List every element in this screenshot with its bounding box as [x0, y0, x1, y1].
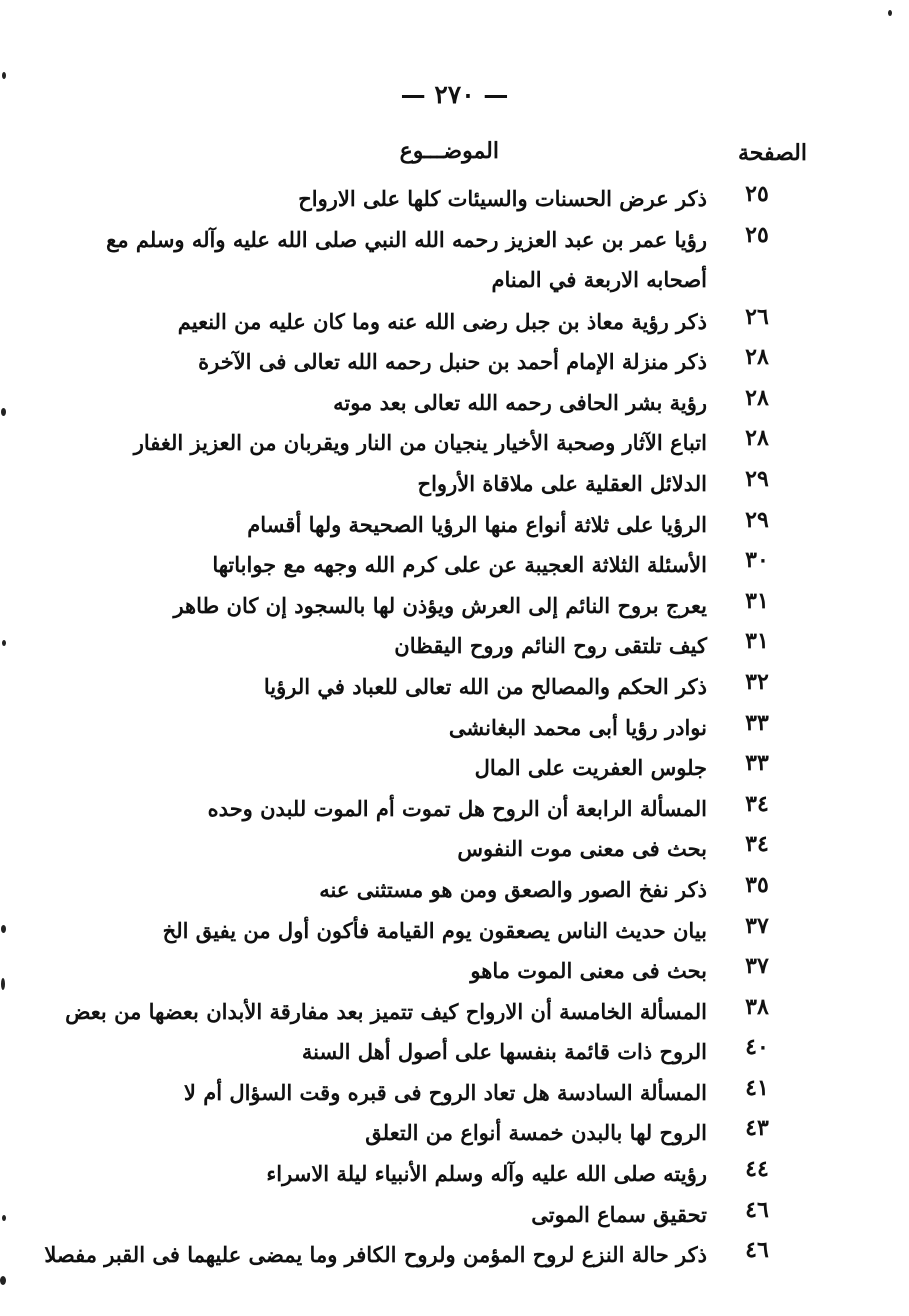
- entry-page-number: ٤٠: [745, 1034, 769, 1061]
- entry-page-number: ٤١: [745, 1074, 769, 1101]
- entry-page-number: ٣٣: [745, 750, 769, 777]
- toc-entry: [0, 665, 909, 706]
- toc-entry: [0, 1111, 909, 1152]
- toc-entry: [0, 949, 909, 990]
- entry-page-number: ٣٤: [745, 831, 769, 858]
- entry-page-number: ٢٦: [745, 303, 769, 330]
- page-column-heading: الصفحة: [737, 140, 807, 166]
- entry-title: الروح ذات قائمة بنفسها على أصول أهل السنة: [301, 1039, 707, 1065]
- entry-title: يعرج بروح النائم إلى العرش ويؤذن لها بالسجود إن كان طاهر: [173, 592, 707, 618]
- toc-entry: [0, 746, 909, 787]
- entry-title: ذكر الحكم والمصالح من الله تعالى للعباد في الرؤيا: [263, 673, 707, 699]
- page-number: — ٢٧٠ —: [400, 80, 509, 109]
- entry-title: المسألة الخامسة أن الارواح كيف تتميز بعد مفارقة الأبدان بعضها من بعض: [65, 998, 707, 1024]
- toc-entry: [0, 300, 909, 341]
- toc-entry: [0, 1152, 909, 1193]
- entry-title: رؤيته صلى الله عليه وآله وسلم الأنبياء ليلة الاسراء: [266, 1161, 707, 1187]
- entry-title: كيف تلتقى روح النائم وروح اليقظان: [394, 633, 707, 659]
- toc-entry: [0, 1030, 909, 1071]
- entry-title: جلوس العفريت على المال: [474, 755, 707, 781]
- toc-entry: [0, 990, 909, 1031]
- entry-page-number: ٣٧: [745, 953, 769, 980]
- entry-page-number: ٣٥: [745, 871, 769, 898]
- entry-page-number: ٢٥: [745, 181, 769, 207]
- entry-title: المسألة السادسة هل تعاد الروح فى قبره وقت السؤال أم لا: [183, 1079, 707, 1105]
- toc-entry: [0, 177, 909, 218]
- entry-title: تحقيق سماع الموتى: [531, 1201, 707, 1227]
- scan-speck: [2, 72, 6, 79]
- entry-page-number: ٣٠: [745, 547, 769, 574]
- toc-entry: [0, 584, 909, 625]
- entry-page-number: ٢٨: [745, 344, 769, 371]
- table-of-contents: [0, 177, 909, 1274]
- entry-page-number: ٣١: [745, 587, 769, 614]
- entry-title: الدلائل العقلية على ملاقاة الأرواح: [417, 470, 707, 496]
- entry-title: ذكر نفخ الصور والصعق ومن هو مستثنى عنه: [319, 876, 707, 902]
- scan-speck: [1, 925, 6, 933]
- toc-entry: [0, 421, 909, 462]
- toc-entry: [0, 340, 909, 381]
- entry-page-number: ٢٩: [745, 506, 769, 533]
- toc-entry: [0, 1071, 909, 1112]
- scan-speck: [2, 640, 6, 646]
- scan-speck: [0, 1276, 6, 1285]
- entry-title: ذكر حالة النزع لروح المؤمن ولروح الكافر وما يمضى عليهما فى القبر مفصلا: [44, 1242, 707, 1268]
- entry-page-number: ٢٩: [745, 465, 769, 492]
- entry-title: بيان حديث الناس يصعقون يوم القيامة فأكون أول من يفيق الخ: [162, 917, 707, 943]
- toc-entry: [0, 909, 909, 950]
- entry-page-number: ٢٥: [745, 221, 769, 248]
- entry-page-number: ٤٦: [745, 1237, 769, 1264]
- toc-header: [0, 140, 909, 174]
- entry-page-number: ٣٣: [745, 709, 769, 736]
- entry-title: الرؤيا على ثلاثة أنواع منها الرؤيا الصحيحة ولها أقسام: [247, 511, 707, 537]
- entry-page-number: ٤٣: [745, 1115, 769, 1142]
- toc-entry: [0, 827, 909, 868]
- entry-page-number: ٣٢: [745, 668, 769, 695]
- toc-entry: [0, 706, 909, 747]
- entry-title: المسألة الرابعة أن الروح هل تموت أم الموت للبدن وحده: [207, 795, 707, 821]
- toc-entry: [0, 624, 909, 665]
- entry-page-number: ٤٦: [745, 1196, 769, 1223]
- entry-title: رؤية بشر الحافى رحمه الله تعالى بعد موته: [333, 389, 707, 415]
- topic-column-heading: الموضـــوع: [399, 138, 499, 164]
- scan-speck: [1, 408, 6, 416]
- entry-title: ذكر منزلة الإمام أحمد بن حنبل رحمه الله تعالى فى الآخرة: [198, 349, 707, 375]
- entry-page-number: ٣١: [745, 628, 769, 655]
- entry-page-number: ٣٨: [745, 993, 769, 1020]
- entry-title: ذكر عرض الحسنات والسيئات كلها على الارواح: [298, 186, 707, 211]
- entry-page-number: ٣٤: [745, 790, 769, 817]
- scan-speck: [1, 978, 5, 990]
- toc-entry: [0, 218, 909, 300]
- toc-entry: [0, 503, 909, 544]
- entry-page-number: ٢٨: [745, 384, 769, 411]
- toc-entry: [0, 381, 909, 422]
- toc-entry: [0, 462, 909, 503]
- entry-page-number: ٤٤: [745, 1156, 769, 1183]
- toc-entry: [0, 1233, 909, 1274]
- toc-entry: [0, 868, 909, 909]
- toc-entry: [0, 1193, 909, 1234]
- toc-entry: [0, 787, 909, 828]
- entry-title: اتباع الآثار وصحبة الأخيار ينجيان من النار ويقربان من العزيز الغفار: [133, 430, 707, 456]
- entry-title: الروح لها بالبدن خمسة أنواع من التعلق: [365, 1120, 707, 1146]
- entry-title: بحث فى معنى الموت ماهو: [470, 958, 707, 984]
- entry-title: رؤيا عمر بن عبد العزيز رحمه الله النبي صلى الله عليه وآله وسلم مع أصحابه الاربعة في المنام: [106, 226, 707, 292]
- entry-page-number: ٢٨: [745, 425, 769, 452]
- entry-title: الأسئلة الثلاثة العجيبة عن على كرم الله وجهه مع جواباتها: [212, 552, 707, 578]
- scan-speck: [2, 1215, 6, 1221]
- entry-title: بحث فى معنى موت النفوس: [457, 836, 707, 862]
- scan-speck: [888, 10, 892, 16]
- toc-entry: [0, 543, 909, 584]
- entry-title: ذكر رؤية معاذ بن جبل رضى الله عنه وما كان عليه من النعيم: [177, 308, 707, 334]
- entry-page-number: ٣٧: [745, 912, 769, 939]
- entry-title: نوادر رؤيا أبى محمد البغانشى: [448, 714, 707, 740]
